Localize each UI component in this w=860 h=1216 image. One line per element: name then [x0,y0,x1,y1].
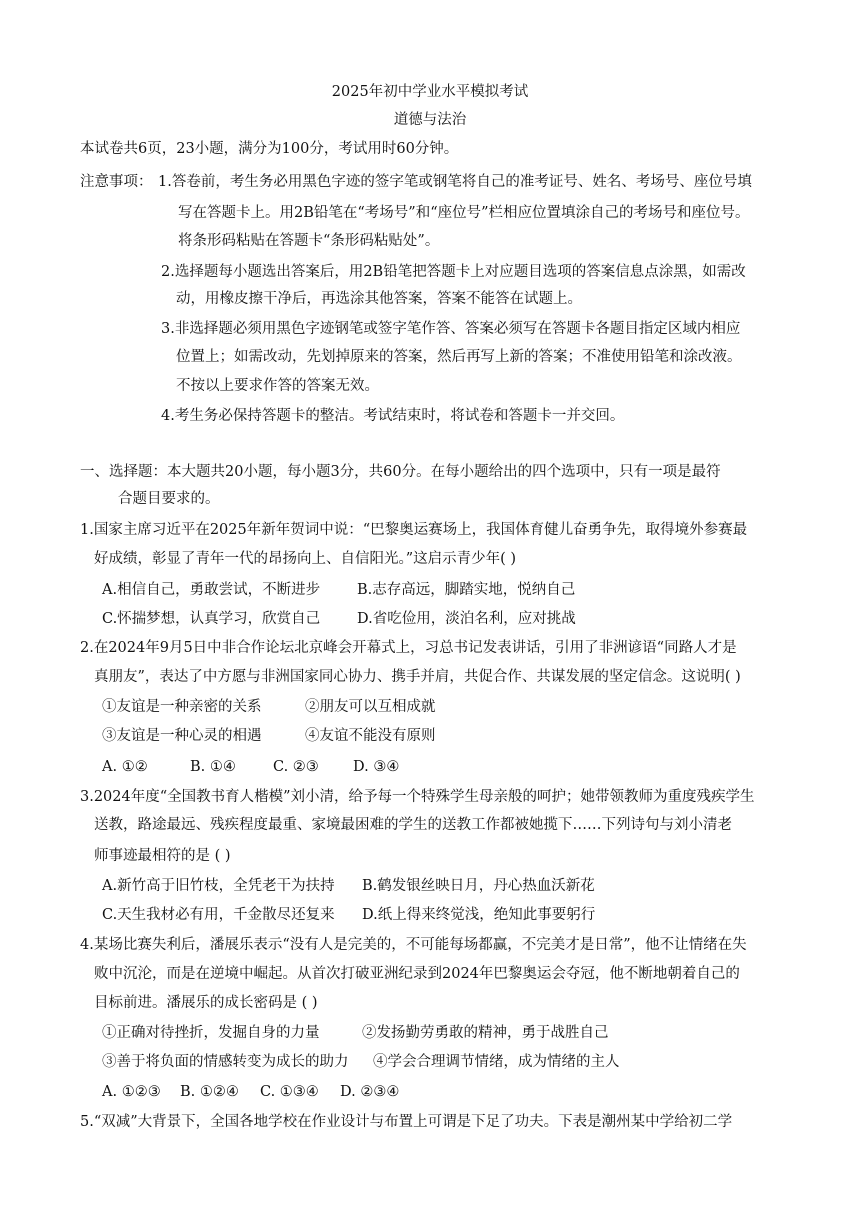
section-1-line-2: 合题目要求的。 [118,491,220,507]
note-2-line-1: 2.选择题每小题选出答案后，用2B铅笔把答题卡上对应题目选项的答案信息点涂黑，如需改 [161,264,746,280]
note-3-line-3: 不按以上要求作答的答案无效。 [176,378,379,394]
question-3-option-b: B.鹤发银丝映日月，丹心热血沃新花 [362,878,595,894]
question-1-option-d: D.省吃俭用，淡泊名利，应对挑战 [357,611,576,627]
note-4-line-1: 4.考生务必保持答题卡的整洁。考试结束时，将试卷和答题卡一并交回。 [161,408,625,424]
question-2-statement-1: ①友谊是一种亲密的关系 [102,699,262,715]
question-1-stem-line-1: 1.国家主席习近平在2025年新年贺词中说：“巴黎奥运赛场上，我国体育健儿奋勇争先，取得境外参赛最 [80,522,748,538]
note-3-line-1: 3.非选择题必须用黑色字迹钢笔或签字笔作答、答案必须写在答题卡各题目指定区域内相应 [161,321,741,337]
question-5-stem-line-1: 5.“双减”大背景下，全国各地学校在作业设计与布置上可谓是下足了功夫。下表是潮州某中学给初二学 [80,1114,733,1130]
question-3-stem-line-3: 师事迹最相符的是 ( ) [94,848,231,864]
note-1-line-2: 写在答题卡上。用2B铅笔在“考场号”和“座位号”栏相应位置填涂自己的考场号和座位号。 [178,205,750,221]
question-3-stem-line-1: 3.2024年度“全国教书育人楷模”刘小清，给予每一个特殊学生母亲般的呵护；她带领教师为重度残疾学生 [80,789,755,805]
subject-title: 道德与法治 [393,112,467,128]
question-4-statement-2: ②发扬勤劳勇敢的精神，勇于战胜自己 [362,1025,609,1041]
question-2-statement-2: ②朋友可以互相成就 [305,699,436,715]
question-2-option-d: D. ③④ [353,759,400,775]
question-4-option-d: D. ②③④ [340,1084,400,1100]
question-2-option-b: B. ①④ [190,759,236,775]
exam-title: 2025年初中学业水平模拟考试 [331,84,529,100]
note-1-line-3: 将条形码粘贴在答题卡“条形码粘贴处”。 [178,233,440,249]
question-4-option-b: B. ①②④ [180,1084,239,1100]
question-2-option-a: A. ①② [102,759,148,775]
question-2-stem-line-1: 2.在2024年9月5日中非合作论坛北京峰会开幕式上，习总书记发表讲话，引用了非洲谚语“同路人才是 [80,640,737,656]
note-1-line-1: 1.答卷前，考生务必用黑色字迹的签字笔或钢笔将自己的准考证号、姓名、考场号、座位号填 [158,174,752,190]
question-4-statement-3: ③善于将负面的情感转变为成长的助力 [102,1054,349,1070]
question-4-stem-line-3: 目标前进。潘展乐的成长密码是 ( ) [94,995,318,1011]
note-3-line-2: 位置上；如需改动，先划掉原来的答案，然后再写上新的答案；不准使用铅笔和涂改液。 [176,349,742,365]
question-3-option-c: C.天生我材必有用，千金散尽还复来 [102,907,335,923]
question-1-option-a: A.相信自己，勇敢尝试，不断进步 [102,582,321,598]
section-1-line-1: 一、选择题：本大题共20小题，每小题3分，共60分。在每小题给出的四个选项中，只有一项是最符 [80,464,721,480]
question-4-statement-1: ①正确对待挫折，发掘自身的力量 [102,1025,320,1041]
question-4-option-a: A. ①②③ [102,1084,161,1100]
note-2-line-2: 动，用橡皮擦干净后，再选涂其他答案，答案不能答在试题上。 [176,291,582,307]
question-2-statement-4: ④友谊不能没有原则 [305,728,436,744]
question-1-stem-line-2: 好成绩，彰显了青年一代的昂扬向上、自信阳光。”这启示青少年( ) [94,551,517,567]
question-1-option-b: B.志存高远，脚踏实地，悦纳自己 [357,582,576,598]
question-2-statement-3: ③友谊是一种心灵的相遇 [102,728,262,744]
question-2-stem-line-2: 真朋友”，表达了中方愿与非洲国家同心协力、携手并肩，共促合作、共谋发展的坚定信念。这说明( ) [94,669,741,685]
question-3-option-d: D.纸上得来终觉浅，绝知此事要躬行 [362,907,596,923]
question-1-option-c: C.怀揣梦想，认真学习，欣赏自己 [102,611,321,627]
exam-info: 本试卷共6页，23小题，满分为100分，考试用时60分钟。 [80,141,459,157]
question-4-statement-4: ④学会合理调节情绪，成为情绪的主人 [373,1054,620,1070]
question-4-stem-line-1: 4.某场比赛失利后，潘展乐表示“没有人是完美的，不可能每场都赢，不完美才是日常”，他不让情绪在失 [80,937,747,953]
question-4-option-c: C. ①③④ [260,1084,319,1100]
question-4-stem-line-2: 败中沉沦，而是在逆境中崛起。从首次打破亚洲纪录到2024年巴黎奥运会夺冠，他不断地朝着自己的 [94,966,740,982]
question-3-option-a: A.新竹高于旧竹枝，全凭老干为扶持 [102,878,335,894]
notes-label: 注意事项： [80,174,153,190]
question-3-stem-line-2: 送教，路途最远、残疾程度最重、家境最困难的学生的送教工作都被她揽下……下列诗句与刘小清老 [94,817,732,833]
question-2-option-c: C. ②③ [273,759,319,775]
